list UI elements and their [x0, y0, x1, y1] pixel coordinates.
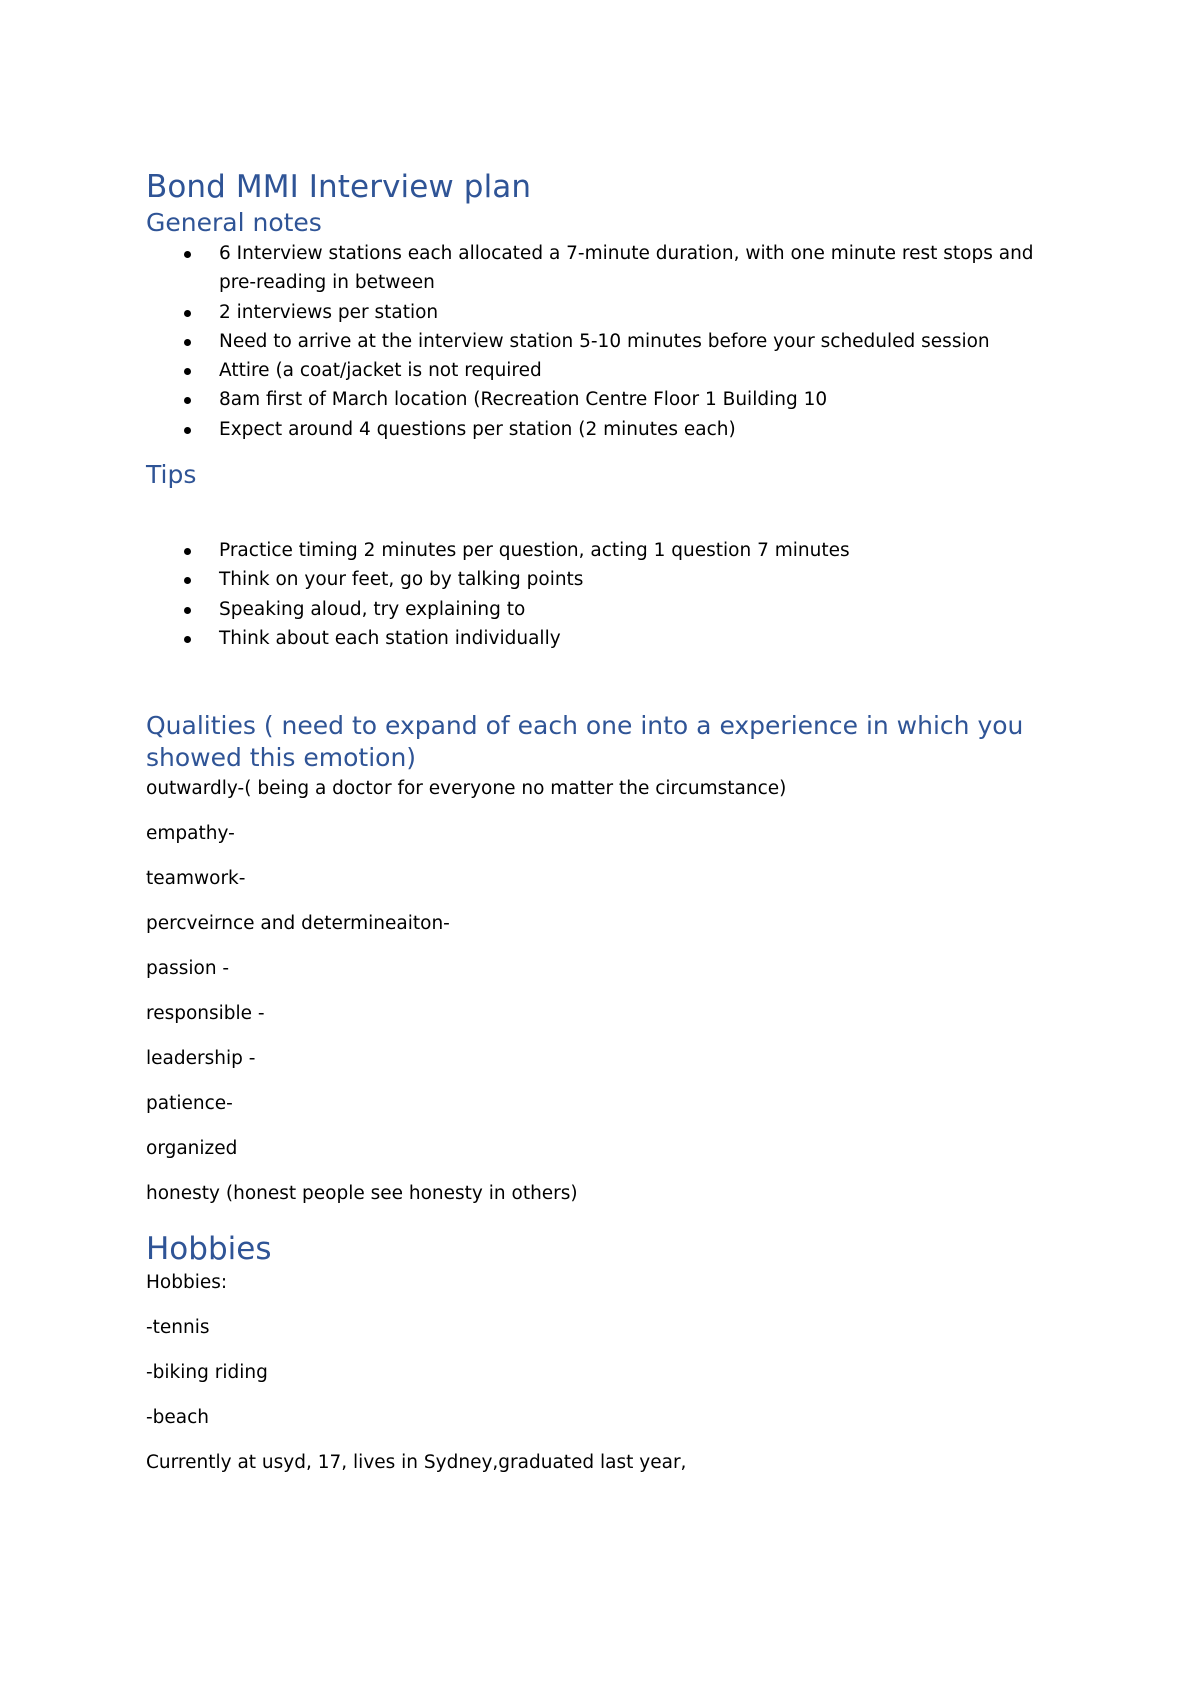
bullet-icon [184, 310, 191, 317]
quality-line: responsible - [146, 1003, 265, 1025]
bullet-icon [184, 427, 191, 434]
list-item: Speaking aloud, try explaining to [146, 595, 1066, 624]
quality-line: empathy- [146, 823, 235, 845]
bullet-icon [184, 607, 191, 614]
hobbies-list [146, 1268, 1066, 1477]
qualities-heading: Qualities ( need to expand of each one into a experience in which you showed this emotion) [146, 711, 1024, 773]
quality-line: leadership - [146, 1048, 256, 1070]
document-title: Bond MMI Interview plan [146, 169, 532, 205]
list-item: 8am first of March location (Recreation Centre Floor 1 Building 10 [146, 385, 1066, 414]
list-item: Attire (a coat/jacket is not required [146, 356, 1066, 385]
quality-line: organized [146, 1138, 238, 1160]
quality-line: teamwork- [146, 868, 246, 890]
bullet-icon [184, 577, 191, 584]
quality-line: percveirnce and determineaiton- [146, 913, 450, 935]
quality-line: outwardly-( being a doctor for everyone no matter the circumstance) [146, 778, 787, 800]
bullet-icon [184, 251, 191, 258]
list-item: Expect around 4 questions per station (2 minutes each) [146, 415, 1066, 444]
bullet-icon [184, 397, 191, 404]
bullet-icon [184, 636, 191, 643]
qualities-list [146, 774, 1066, 1208]
bullet-icon [184, 548, 191, 555]
bullet-icon [184, 368, 191, 375]
hobby-line: -beach [146, 1407, 210, 1429]
bullet-icon [184, 339, 191, 346]
hobby-line: -tennis [146, 1317, 210, 1339]
hobby-line: Hobbies: [146, 1272, 228, 1294]
hobby-line: Currently at usyd, 17, lives in Sydney,graduated last year, [146, 1452, 687, 1474]
list-item: Practice timing 2 minutes per question, acting 1 question 7 minutes [146, 536, 1066, 565]
tips-list [146, 536, 1066, 653]
quality-line: honesty (honest people see honesty in others) [146, 1183, 578, 1205]
list-item: 2 interviews per station [146, 298, 1066, 327]
list-item: 6 Interview stations each allocated a 7-minute duration, with one minute rest stops and pre-reading in between [146, 239, 1066, 298]
hobby-line: -biking riding [146, 1362, 268, 1384]
list-item: Think on your feet, go by talking points [146, 565, 1066, 594]
general-notes-heading: General notes [146, 208, 322, 237]
hobbies-heading: Hobbies [146, 1231, 272, 1268]
document-page [146, 168, 1066, 1477]
tips-heading: Tips [146, 460, 197, 490]
general-notes-list [146, 239, 1066, 444]
list-item: Need to arrive at the interview station 5-10 minutes before your scheduled session [146, 327, 1066, 356]
quality-line: passion - [146, 958, 230, 980]
quality-line: patience- [146, 1093, 233, 1115]
list-item: Think about each station individually [146, 624, 1066, 653]
